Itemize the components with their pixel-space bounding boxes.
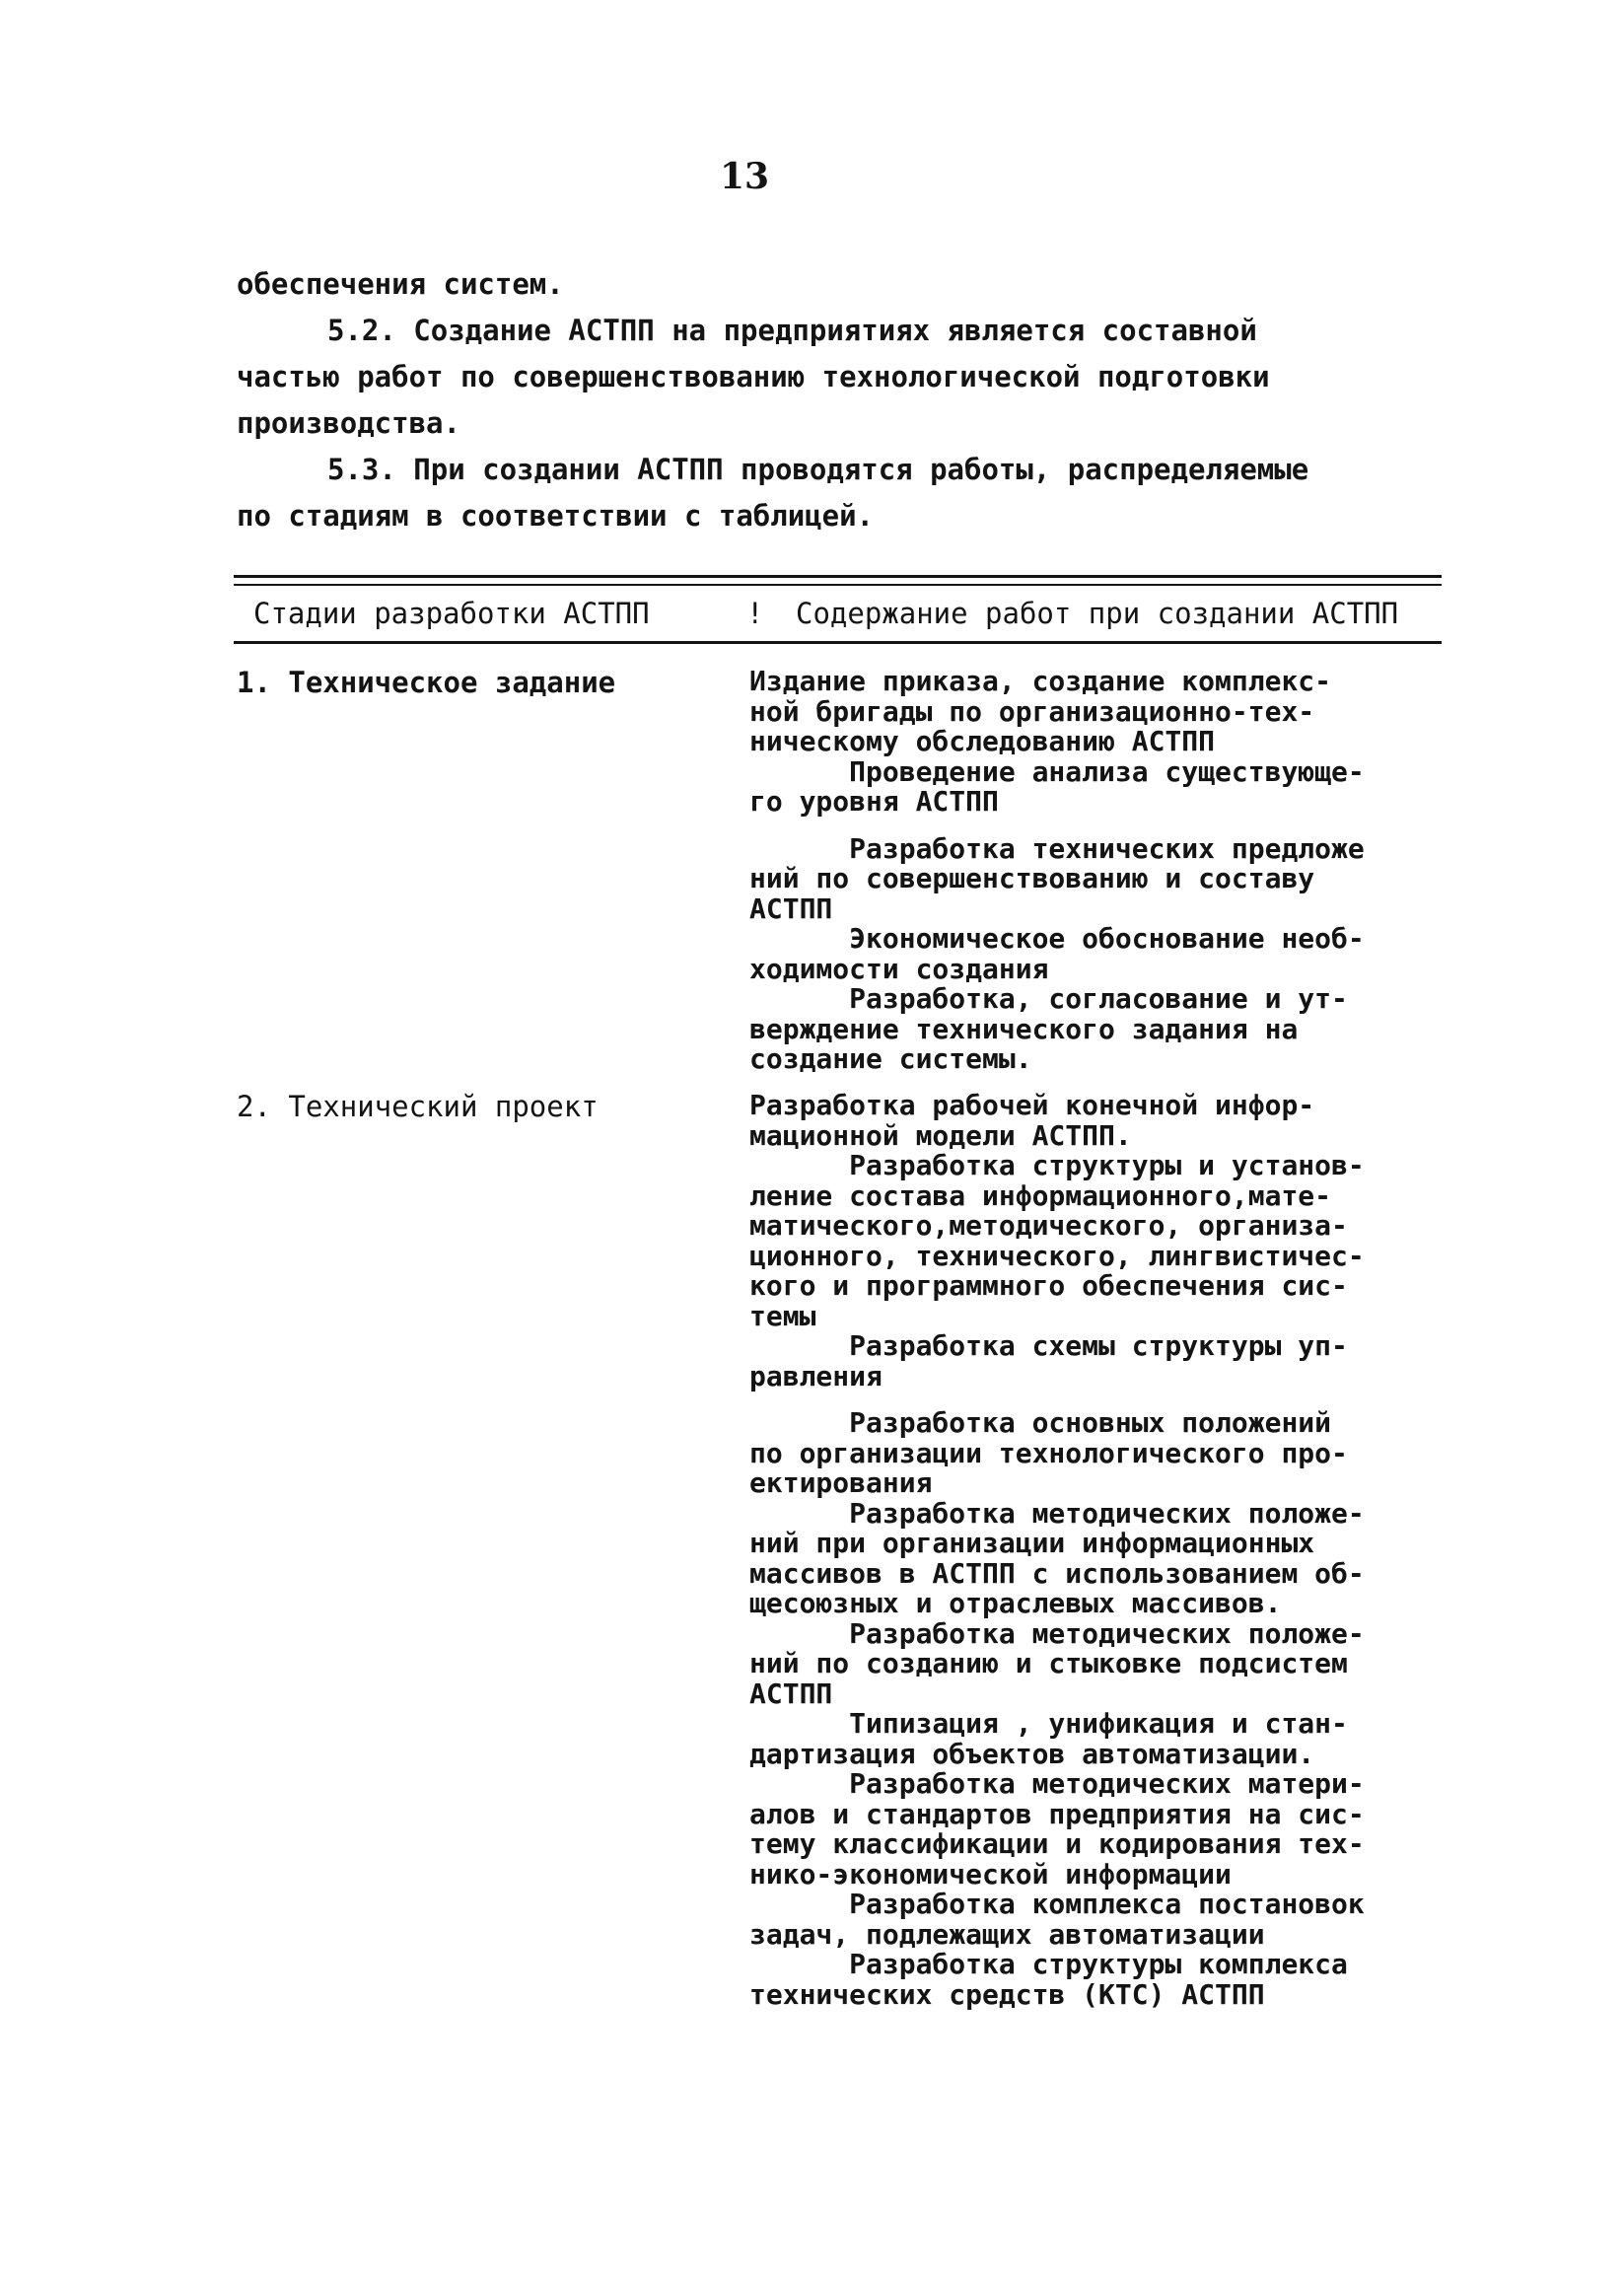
- work-line: Разработка методических матери-: [749, 1767, 1365, 1800]
- intro-text: [237, 261, 1420, 539]
- work-line: щесоюзных и отраслевых массивов.: [749, 1587, 1282, 1619]
- work-line: задач, подлежащих автоматизации: [749, 1917, 1265, 1951]
- table-top-rule-double: [234, 584, 1442, 586]
- work-line: ний по совершенствованию и составу: [749, 862, 1315, 894]
- intro-line: производства.: [237, 406, 460, 440]
- work-line: Разработка рабочей конечной инфор-: [749, 1089, 1315, 1121]
- intro-line: 5.2. Создание АСТПП на предприятиях является составной: [327, 314, 1257, 347]
- work-line: Издание приказа, создание комплекс-: [749, 665, 1332, 697]
- work-line: Разработка структуры и установ-: [749, 1149, 1365, 1181]
- work-line: ническому обследованию АСТПП: [749, 725, 1216, 757]
- work-line: ление состава информационного,мате-: [749, 1178, 1332, 1212]
- page-number: 13: [720, 156, 770, 197]
- work-items: [749, 1091, 1440, 2010]
- work-line: равления: [749, 1359, 883, 1392]
- stage-label: 2. Технический проект: [237, 1090, 599, 1123]
- work-line: мационной модели АСТПП.: [749, 1118, 1132, 1152]
- work-line: ний по созданию и стыковке подсистем: [749, 1647, 1348, 1679]
- intro-line: 5.3. При создании АСТПП проводятся работы, распределяемые: [327, 453, 1309, 486]
- table-top-rule: [234, 575, 1442, 578]
- work-line: по организации технологического про-: [749, 1436, 1348, 1469]
- work-line: матического,методического, организа-: [749, 1209, 1348, 1242]
- work-line: тему классификации и кодирования тех-: [749, 1827, 1365, 1860]
- work-line: верждение технического задания на: [749, 1012, 1299, 1045]
- work-line: Разработка комплекса постановок: [749, 1888, 1365, 1920]
- intro-line: обеспечения систем.: [237, 267, 564, 301]
- work-line: создание системы.: [749, 1042, 1032, 1075]
- work-line: массивов в АСТПП с использованием об-: [749, 1556, 1365, 1590]
- work-line: го уровня АСТПП: [749, 785, 999, 818]
- work-line: алов и стандартов предприятия на сис-: [749, 1797, 1365, 1830]
- work-line: Разработка методических положе-: [749, 1616, 1365, 1650]
- work-line: темы: [749, 1299, 816, 1332]
- table-header-rule: [234, 641, 1442, 644]
- intro-line: по стадиям в соответствии с таблицей.: [237, 499, 875, 533]
- work-line: Разработка схемы структуры уп-: [749, 1329, 1348, 1362]
- work-line: Типизация , унификация и стан-: [749, 1707, 1348, 1740]
- work-line: кого и программного обеспечения сис-: [749, 1269, 1348, 1302]
- stage-label: 1. Техническое задание: [237, 666, 616, 699]
- work-line: Экономическое обоснование необ-: [749, 922, 1365, 955]
- intro-line: частью работ по совершенствованию технологической подготовки: [237, 360, 1270, 393]
- table-header: [234, 588, 1442, 639]
- work-line: Разработка методических положе-: [749, 1496, 1365, 1530]
- work-line: АСТПП: [749, 892, 833, 925]
- work-line: ционного, технического, лингвистичес-: [749, 1239, 1365, 1272]
- header-work: Содержание работ при создании АСТПП: [796, 597, 1399, 630]
- work-line: ний при организации информационных: [749, 1527, 1315, 1559]
- header-separator: !: [746, 597, 764, 630]
- work-line: ной бригады по организационно-тех-: [749, 694, 1315, 728]
- work-line: Разработка технических предложе: [749, 831, 1365, 865]
- work-items: [749, 667, 1440, 1075]
- work-line: АСТПП: [749, 1677, 833, 1710]
- work-line: дартизация объектов автоматизации.: [749, 1737, 1315, 1770]
- work-line: ходимости создания: [749, 952, 1049, 985]
- work-line: нико-экономической информации: [749, 1857, 1232, 1891]
- work-line: технических средств (КТС) АСТПП: [749, 1977, 1265, 2011]
- header-stage: Стадии разработки АСТПП: [253, 597, 650, 630]
- work-line: ектирования: [749, 1466, 933, 1499]
- work-line: Проведение анализа существующе-: [749, 754, 1365, 788]
- block-gap: [749, 818, 1440, 834]
- work-line: Разработка основных положений: [749, 1406, 1332, 1439]
- work-line: Разработка структуры комплекса: [749, 1948, 1348, 1980]
- work-line: Разработка, согласование и ут-: [749, 982, 1348, 1015]
